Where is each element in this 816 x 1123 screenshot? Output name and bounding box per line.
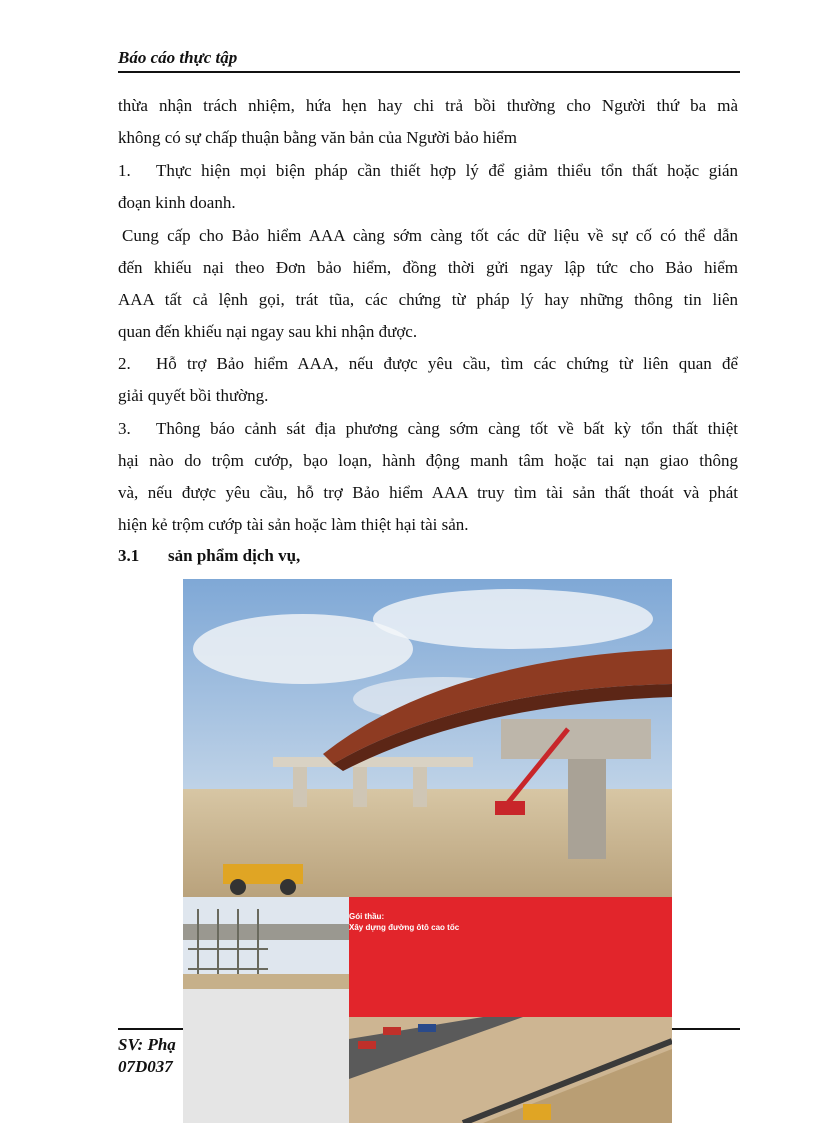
footer-student-id: 07D037 <box>118 1057 173 1076</box>
paragraph-2-line-4: quan đến khiếu nại ngay sau khi nhận được. <box>118 322 418 341</box>
construction-photo-collage <box>183 579 672 1123</box>
list-item-2-line-1: Hỗ trợ Bảo hiểm AAA, nếu được yêu cầu, tìm các chứng từ liên quan để <box>156 354 738 373</box>
list-item-3-line-2: hại nào do trộm cướp, bạo loạn, hành động manh tâm hoặc tai nạn giao thông <box>118 451 738 470</box>
list-item-1-line-1: Thực hiện mọi biện pháp cần thiết hợp lý để giảm thiểu tổn thất hoặc gián <box>156 161 738 180</box>
distant-pier <box>413 767 427 807</box>
paragraph-2-line-1: Cung cấp cho Bảo hiểm AAA càng sớm càng tốt các dữ liệu về sự cố có thể dẫn <box>122 226 738 245</box>
list-item-3-line-1: Thông báo cảnh sát địa phương càng sớm càng tốt về bất kỳ tổn thất thiệt <box>156 419 738 438</box>
list-item-2 <box>118 348 738 380</box>
cloud <box>373 589 653 649</box>
list-item-2-line-2: giải quyết bồi thường. <box>118 386 269 405</box>
grey-panel <box>183 989 349 1123</box>
list-item-2-number: 2. <box>118 354 131 373</box>
pier-cap <box>501 719 651 759</box>
list-item-1-line-2: đoạn kinh doanh. <box>118 193 236 212</box>
list-item-3-line-4: hiện kẻ trộm cướp tài sản hoặc làm thiệt hại tài sản. <box>118 515 469 534</box>
cover-caption-label: Gói thầu: <box>349 912 385 921</box>
car <box>418 1024 436 1032</box>
paragraph-2-line-2: đến khiếu nại theo Đơn bảo hiểm, đồng thời gửi ngay lập tức cho Bảo hiểm <box>118 258 738 277</box>
list-item-1 <box>118 155 738 187</box>
distant-pier <box>353 767 367 807</box>
excavator <box>523 1104 551 1120</box>
ground-strip <box>183 974 349 989</box>
cover-caption-title: Xây dựng đường ôtô cao tốc <box>349 923 460 932</box>
bridge-deck <box>183 924 349 940</box>
cover-caption <box>349 911 459 933</box>
paragraph-1-line-2: không có sự chấp thuận bằng văn bản của Người bảo hiểm <box>118 128 517 147</box>
car <box>358 1041 376 1049</box>
header-rule <box>118 71 740 73</box>
distant-pier <box>293 767 307 807</box>
page-footer <box>118 1034 176 1078</box>
paragraph-2-line-3: AAA tất cả lệnh gọi, trát tũa, các chứng từ pháp lý hay những thông tin liên <box>118 290 738 309</box>
loader-wheel <box>230 879 246 895</box>
brochure-cover-image <box>183 579 672 1123</box>
paragraph-1-line-1: thừa nhận trách nhiệm, hứa hẹn hay chi trả bồi thường cho Người thứ ba mà <box>118 96 738 115</box>
list-item-3 <box>118 413 738 445</box>
loader-wheel <box>280 879 296 895</box>
distant-deck <box>273 757 473 767</box>
crane-body <box>495 801 525 815</box>
pier-column <box>568 759 606 859</box>
section-number: 3.1 <box>118 546 140 565</box>
list-item-3-line-3: và, nếu được yêu cầu, hỗ trợ Bảo hiểm AAA truy tìm tài sản thất thoát và phát <box>118 483 738 502</box>
list-item-3-number: 3. <box>118 419 131 438</box>
page-header <box>118 48 740 68</box>
car <box>383 1027 401 1035</box>
footer-student-name: SV: Phạ <box>118 1035 176 1054</box>
section-title: sản phẩm dịch vụ, <box>168 546 301 565</box>
header-title: Báo cáo thực tập <box>118 48 238 67</box>
section-heading <box>118 546 300 566</box>
list-item-1-number: 1. <box>118 161 131 180</box>
